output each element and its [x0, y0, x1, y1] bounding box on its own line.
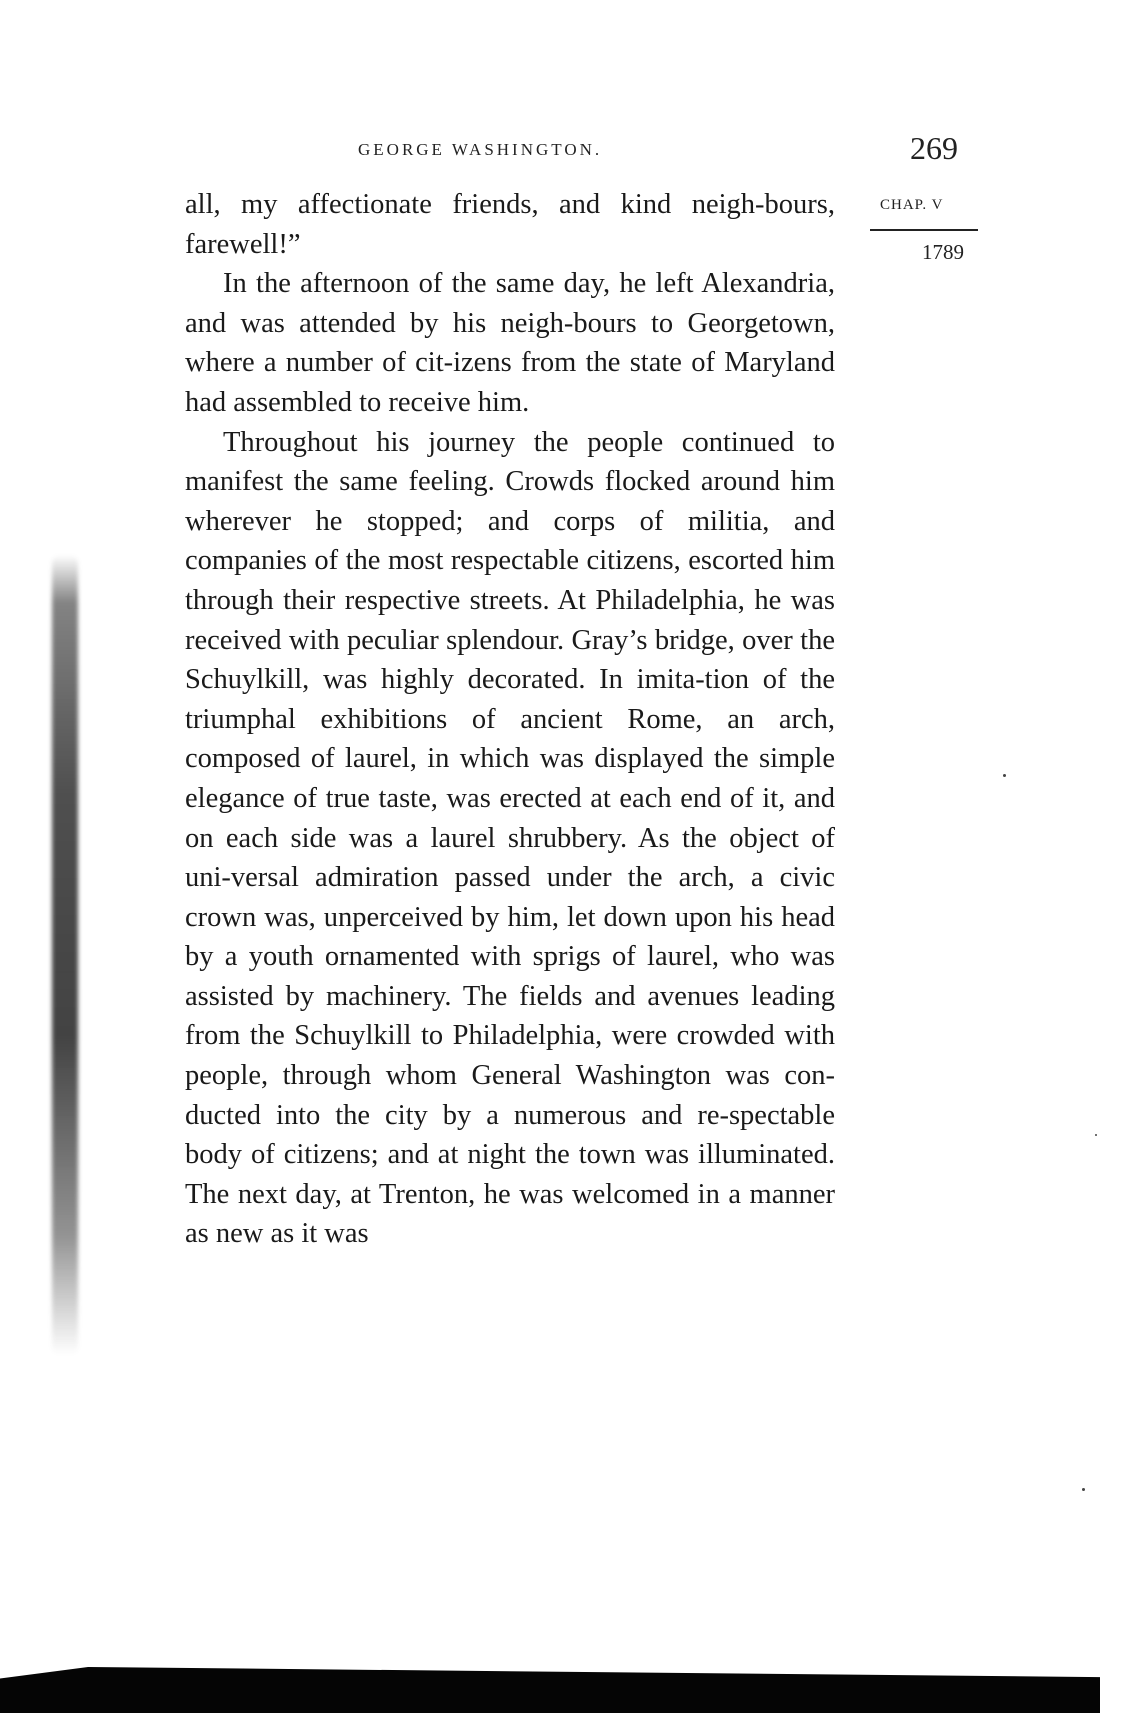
paragraph-afternoon: In the afternoon of the same day, he left Alexandria, and was attended by his neigh-bours to Georgetown, where a number of cit-izens from the state of Maryland had assembled to receive him. — [185, 268, 835, 418]
scan-speck — [1095, 1134, 1097, 1136]
gutter-shadow — [52, 555, 78, 1355]
margin-rule — [870, 229, 978, 231]
scan-edge-bar — [0, 1667, 1100, 1713]
body-text — [185, 185, 835, 1254]
margin-year: 1789 — [922, 240, 964, 264]
running-head-title: GEORGE WASHINGTON. — [358, 140, 603, 159]
scan-speck — [1082, 1488, 1085, 1491]
margin-chapter-label: CHAP. V — [880, 197, 944, 213]
paragraph-continuation: all, my affectionate friends, and kind neigh-bours, farewell!” — [185, 189, 835, 260]
paragraph-journey: Throughout his journey the people continued to manifest the same feeling. Crowds flocked around him wherever he stopped; and corps of militia, and companies of the most respectable citizens, escorted him through their respective streets. At Philadelphia, he was received with peculiar splendour. Gray’s bridge, over the Schuylkill, was highly decorated. In imita-tion of the triumphal exhibitions of ancient Rome, an arch, composed of laurel, in which was displayed the simple elegance of true taste, was erected at each end of it, and on each side was a laurel shrubbery. As the object of uni-versal admiration passed under the arch, a civic crown was, unperceived by him, let down upon his head by a youth ornamented with sprigs of laurel, who was assisted by machinery. The fields and avenues leading from the Schuylkill to Philadelphia, were crowded with people, through whom General Washington was con-ducted into the city by a numerous and re-spectable body of citizens; and at night the town was illuminated. The next day, at Trenton, he was welcomed in a manner as new as it was — [185, 426, 835, 1250]
page-number: 269 — [910, 130, 958, 166]
scan-speck — [1003, 774, 1006, 777]
